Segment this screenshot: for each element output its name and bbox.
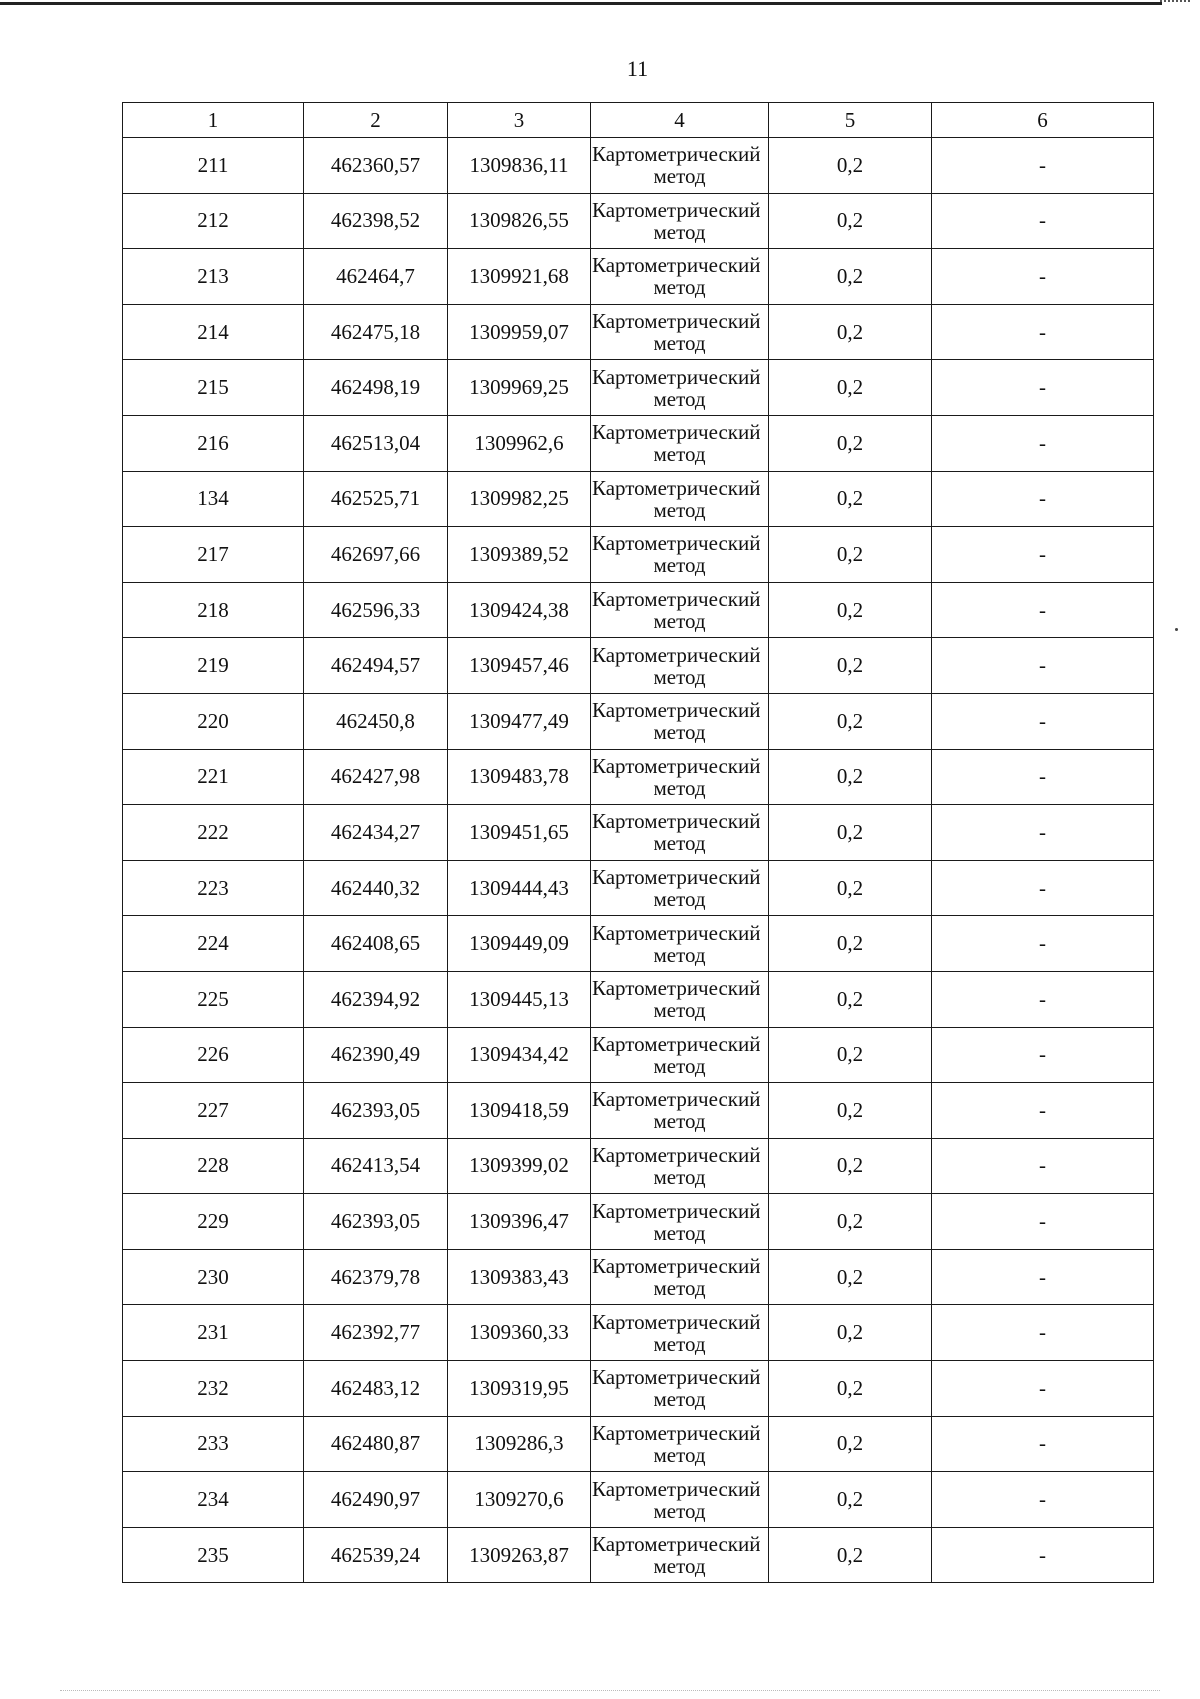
method-line-2: метод (653, 664, 706, 689)
method-line-2: метод (653, 887, 706, 912)
header-col-2: 2 (304, 103, 448, 138)
table-row (123, 1083, 1154, 1139)
method-line-2: метод (653, 1164, 706, 1189)
point-number-cell: 215 (123, 360, 304, 416)
note-cell: - (932, 360, 1154, 416)
accuracy-cell: 0,2 (769, 1083, 932, 1139)
table-row (123, 360, 1154, 416)
method-cell (591, 1305, 769, 1361)
method-line-2: метод (653, 1442, 706, 1467)
x-coordinate-cell: 462393,05 (304, 1194, 448, 1250)
method-line-1: Картометрический (592, 1031, 761, 1056)
point-number-cell: 225 (123, 971, 304, 1027)
method-line-1: Картометрический (592, 587, 761, 612)
y-coordinate-cell: 1309457,46 (448, 638, 591, 694)
table-row (123, 971, 1154, 1027)
table-row (123, 860, 1154, 916)
method-cell (591, 693, 769, 749)
y-coordinate-cell: 1309449,09 (448, 916, 591, 972)
point-number-cell: 216 (123, 415, 304, 471)
y-coordinate-cell: 1309319,95 (448, 1361, 591, 1417)
note-cell: - (932, 138, 1154, 194)
x-coordinate-cell: 462498,19 (304, 360, 448, 416)
method-line-2: метод (653, 219, 706, 244)
point-number-cell: 230 (123, 1249, 304, 1305)
method-line-2: метод (653, 720, 706, 745)
method-cell (591, 1361, 769, 1417)
header-col-1: 1 (123, 103, 304, 138)
accuracy-cell: 0,2 (769, 1361, 932, 1417)
note-cell: - (932, 1361, 1154, 1417)
table-row (123, 415, 1154, 471)
method-line-2: метод (653, 1053, 706, 1078)
note-cell: - (932, 304, 1154, 360)
method-line-1: Картометрический (592, 197, 761, 222)
method-cell (591, 860, 769, 916)
accuracy-cell: 0,2 (769, 638, 932, 694)
table-row (123, 138, 1154, 194)
method-line-1: Картометрический (592, 253, 761, 278)
header-col-3: 3 (448, 103, 591, 138)
accuracy-cell: 0,2 (769, 1305, 932, 1361)
x-coordinate-cell: 462379,78 (304, 1249, 448, 1305)
note-cell: - (932, 693, 1154, 749)
method-cell (591, 971, 769, 1027)
method-line-1: Картометрический (592, 1420, 761, 1445)
table-row (123, 193, 1154, 249)
method-cell (591, 1416, 769, 1472)
table-row (123, 1361, 1154, 1417)
point-number-cell: 213 (123, 249, 304, 305)
x-coordinate-cell: 462513,04 (304, 415, 448, 471)
method-line-1: Картометрический (592, 920, 761, 945)
method-line-2: метод (653, 1387, 706, 1412)
note-cell: - (932, 193, 1154, 249)
method-cell (591, 638, 769, 694)
table-row (123, 249, 1154, 305)
note-cell: - (932, 1083, 1154, 1139)
accuracy-cell: 0,2 (769, 1194, 932, 1250)
accuracy-cell: 0,2 (769, 1472, 932, 1528)
accuracy-cell: 0,2 (769, 916, 932, 972)
method-line-2: метод (653, 331, 706, 356)
method-line-1: Картометрический (592, 1476, 761, 1501)
method-cell (591, 916, 769, 972)
accuracy-cell: 0,2 (769, 1027, 932, 1083)
method-line-1: Картометрический (592, 531, 761, 556)
point-number-cell: 226 (123, 1027, 304, 1083)
method-line-2: метод (653, 164, 706, 189)
x-coordinate-cell: 462596,33 (304, 582, 448, 638)
method-line-2: метод (653, 1109, 706, 1134)
method-line-2: метод (653, 553, 706, 578)
note-cell: - (932, 1194, 1154, 1250)
accuracy-cell: 0,2 (769, 582, 932, 638)
accuracy-cell: 0,2 (769, 304, 932, 360)
table-row (123, 693, 1154, 749)
note-cell: - (932, 471, 1154, 527)
method-cell (591, 1527, 769, 1583)
point-number-cell: 219 (123, 638, 304, 694)
method-line-2: метод (653, 1276, 706, 1301)
point-number-cell: 222 (123, 805, 304, 861)
note-cell: - (932, 749, 1154, 805)
x-coordinate-cell: 462539,24 (304, 1527, 448, 1583)
point-number-cell: 212 (123, 193, 304, 249)
note-cell: - (932, 582, 1154, 638)
x-coordinate-cell: 462398,52 (304, 193, 448, 249)
x-coordinate-cell: 462490,97 (304, 1472, 448, 1528)
y-coordinate-cell: 1309286,3 (448, 1416, 591, 1472)
x-coordinate-cell: 462360,57 (304, 138, 448, 194)
table-row (123, 638, 1154, 694)
note-cell: - (932, 415, 1154, 471)
method-line-1: Картометрический (592, 420, 761, 445)
page-number: 11 (626, 56, 649, 81)
table-row (123, 1138, 1154, 1194)
x-coordinate-cell: 462427,98 (304, 749, 448, 805)
point-number-cell: 134 (123, 471, 304, 527)
method-cell (591, 415, 769, 471)
table-row (123, 916, 1154, 972)
stray-ink-dot (1175, 628, 1178, 631)
accuracy-cell: 0,2 (769, 749, 932, 805)
method-line-1: Картометрический (592, 753, 761, 778)
method-line-1: Картометрический (592, 642, 761, 667)
x-coordinate-cell: 462408,65 (304, 916, 448, 972)
y-coordinate-cell: 1309270,6 (448, 1472, 591, 1528)
note-cell: - (932, 1305, 1154, 1361)
accuracy-cell: 0,2 (769, 360, 932, 416)
method-cell (591, 1138, 769, 1194)
method-cell (591, 1249, 769, 1305)
table-row (123, 1027, 1154, 1083)
method-line-2: метод (653, 1498, 706, 1523)
x-coordinate-cell: 462434,27 (304, 805, 448, 861)
note-cell: - (932, 805, 1154, 861)
accuracy-cell: 0,2 (769, 193, 932, 249)
method-line-1: Картометрический (592, 1142, 761, 1167)
point-number-cell: 227 (123, 1083, 304, 1139)
accuracy-cell: 0,2 (769, 1138, 932, 1194)
table-row (123, 1527, 1154, 1583)
method-line-1: Картометрический (592, 309, 761, 334)
note-cell: - (932, 860, 1154, 916)
accuracy-cell: 0,2 (769, 1527, 932, 1583)
method-cell (591, 1027, 769, 1083)
accuracy-cell: 0,2 (769, 249, 932, 305)
y-coordinate-cell: 1309962,6 (448, 415, 591, 471)
method-line-2: метод (653, 442, 706, 467)
x-coordinate-cell: 462697,66 (304, 527, 448, 583)
point-number-cell: 229 (123, 1194, 304, 1250)
note-cell: - (932, 1027, 1154, 1083)
x-coordinate-cell: 462394,92 (304, 971, 448, 1027)
table-row (123, 471, 1154, 527)
y-coordinate-cell: 1309477,49 (448, 693, 591, 749)
method-cell (591, 749, 769, 805)
y-coordinate-cell: 1309418,59 (448, 1083, 591, 1139)
x-coordinate-cell: 462494,57 (304, 638, 448, 694)
point-number-cell: 233 (123, 1416, 304, 1472)
x-coordinate-cell: 462480,87 (304, 1416, 448, 1472)
point-number-cell: 223 (123, 860, 304, 916)
y-coordinate-cell: 1309483,78 (448, 749, 591, 805)
header-col-4: 4 (591, 103, 769, 138)
method-line-1: Картометрический (592, 1254, 761, 1279)
accuracy-cell: 0,2 (769, 415, 932, 471)
y-coordinate-cell: 1309445,13 (448, 971, 591, 1027)
y-coordinate-cell: 1309399,02 (448, 1138, 591, 1194)
method-line-1: Картометрический (592, 698, 761, 723)
accuracy-cell: 0,2 (769, 805, 932, 861)
note-cell: - (932, 916, 1154, 972)
method-line-2: метод (653, 998, 706, 1023)
note-cell: - (932, 971, 1154, 1027)
method-line-1: Картометрический (592, 865, 761, 890)
y-coordinate-cell: 1309396,47 (448, 1194, 591, 1250)
method-line-1: Картометрический (592, 809, 761, 834)
accuracy-cell: 0,2 (769, 1416, 932, 1472)
accuracy-cell: 0,2 (769, 138, 932, 194)
table-row (123, 805, 1154, 861)
x-coordinate-cell: 462450,8 (304, 693, 448, 749)
accuracy-cell: 0,2 (769, 1249, 932, 1305)
point-number-cell: 217 (123, 527, 304, 583)
method-cell (591, 249, 769, 305)
x-coordinate-cell: 462525,71 (304, 471, 448, 527)
point-number-cell: 231 (123, 1305, 304, 1361)
accuracy-cell: 0,2 (769, 527, 932, 583)
method-line-1: Картометрический (592, 1087, 761, 1112)
point-number-cell: 224 (123, 916, 304, 972)
y-coordinate-cell: 1309451,65 (448, 805, 591, 861)
top-border-dots (1160, 0, 1190, 6)
method-line-2: метод (653, 1554, 706, 1579)
note-cell: - (932, 1416, 1154, 1472)
x-coordinate-cell: 462483,12 (304, 1361, 448, 1417)
method-cell (591, 471, 769, 527)
note-cell: - (932, 1249, 1154, 1305)
x-coordinate-cell: 462464,7 (304, 249, 448, 305)
method-cell (591, 805, 769, 861)
y-coordinate-cell: 1309959,07 (448, 304, 591, 360)
table-row (123, 582, 1154, 638)
note-cell: - (932, 638, 1154, 694)
method-line-2: метод (653, 1220, 706, 1245)
method-line-2: метод (653, 275, 706, 300)
method-cell (591, 1194, 769, 1250)
x-coordinate-cell: 462440,32 (304, 860, 448, 916)
note-cell: - (932, 1472, 1154, 1528)
method-line-2: метод (653, 609, 706, 634)
header-col-5: 5 (769, 103, 932, 138)
point-number-cell: 232 (123, 1361, 304, 1417)
method-cell (591, 304, 769, 360)
y-coordinate-cell: 1309263,87 (448, 1527, 591, 1583)
y-coordinate-cell: 1309360,33 (448, 1305, 591, 1361)
accuracy-cell: 0,2 (769, 471, 932, 527)
x-coordinate-cell: 462390,49 (304, 1027, 448, 1083)
x-coordinate-cell: 462475,18 (304, 304, 448, 360)
method-cell (591, 138, 769, 194)
y-coordinate-cell: 1309836,11 (448, 138, 591, 194)
bottom-scan-speckle (60, 1690, 1160, 1693)
method-line-1: Картометрический (592, 976, 761, 1001)
y-coordinate-cell: 1309424,38 (448, 582, 591, 638)
table-row (123, 527, 1154, 583)
table-header-row (123, 103, 1154, 138)
method-line-1: Картометрический (592, 364, 761, 389)
note-cell: - (932, 527, 1154, 583)
method-cell (591, 527, 769, 583)
x-coordinate-cell: 462413,54 (304, 1138, 448, 1194)
accuracy-cell: 0,2 (769, 693, 932, 749)
method-cell (591, 582, 769, 638)
point-number-cell: 235 (123, 1527, 304, 1583)
y-coordinate-cell: 1309826,55 (448, 193, 591, 249)
table-row (123, 304, 1154, 360)
x-coordinate-cell: 462393,05 (304, 1083, 448, 1139)
y-coordinate-cell: 1309982,25 (448, 471, 591, 527)
method-line-2: метод (653, 942, 706, 967)
method-line-1: Картометрический (592, 1198, 761, 1223)
method-cell (591, 1083, 769, 1139)
y-coordinate-cell: 1309389,52 (448, 527, 591, 583)
method-line-2: метод (653, 497, 706, 522)
y-coordinate-cell: 1309383,43 (448, 1249, 591, 1305)
point-number-cell: 221 (123, 749, 304, 805)
method-line-2: метод (653, 831, 706, 856)
method-cell (591, 193, 769, 249)
point-number-cell: 220 (123, 693, 304, 749)
header-col-6: 6 (932, 103, 1154, 138)
note-cell: - (932, 1527, 1154, 1583)
point-number-cell: 234 (123, 1472, 304, 1528)
table-row (123, 1472, 1154, 1528)
y-coordinate-cell: 1309921,68 (448, 249, 591, 305)
top-border-rule (0, 2, 1162, 5)
table-row (123, 1194, 1154, 1250)
method-line-1: Картометрический (592, 1365, 761, 1390)
method-line-1: Картометрический (592, 1309, 761, 1334)
table-row (123, 1416, 1154, 1472)
y-coordinate-cell: 1309434,42 (448, 1027, 591, 1083)
table-body (123, 138, 1154, 1583)
point-number-cell: 211 (123, 138, 304, 194)
method-line-1: Картометрический (592, 142, 761, 167)
point-number-cell: 214 (123, 304, 304, 360)
method-line-2: метод (653, 775, 706, 800)
method-line-2: метод (653, 386, 706, 411)
coordinates-table (122, 102, 1154, 1583)
table-row (123, 1305, 1154, 1361)
method-cell (591, 360, 769, 416)
method-line-1: Картометрический (592, 475, 761, 500)
method-line-2: метод (653, 1331, 706, 1356)
point-number-cell: 218 (123, 582, 304, 638)
y-coordinate-cell: 1309444,43 (448, 860, 591, 916)
accuracy-cell: 0,2 (769, 971, 932, 1027)
x-coordinate-cell: 462392,77 (304, 1305, 448, 1361)
note-cell: - (932, 249, 1154, 305)
method-line-1: Картометрический (592, 1532, 761, 1557)
accuracy-cell: 0,2 (769, 860, 932, 916)
table-row (123, 749, 1154, 805)
note-cell: - (932, 1138, 1154, 1194)
table-row (123, 1249, 1154, 1305)
y-coordinate-cell: 1309969,25 (448, 360, 591, 416)
method-cell (591, 1472, 769, 1528)
point-number-cell: 228 (123, 1138, 304, 1194)
